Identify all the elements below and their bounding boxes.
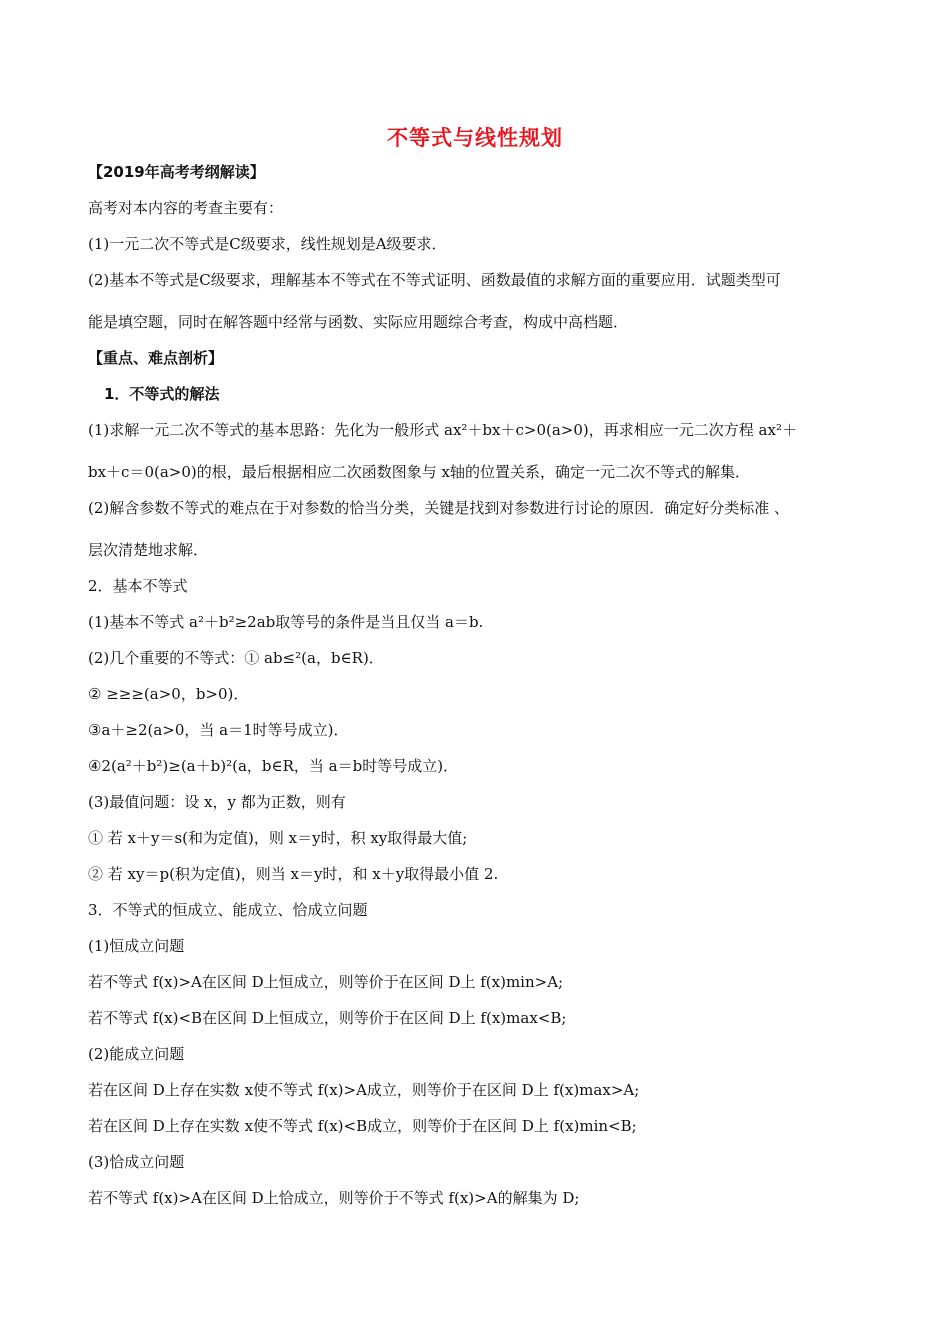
paragraph-line: 高考对本内容的考查主要有：: [88, 199, 284, 217]
paragraph-line: (1)恒成立问题: [88, 937, 185, 955]
paragraph-line: ④2(a²＋b²)≥(a＋b)²(a，b∈R，当 a＝b时等号成立)．: [88, 757, 459, 775]
paragraph-line: 若在区间 D上存在实数 x使不等式 f(x)<B成立，则等价于在区间 D上 f(x)min<B;: [88, 1117, 637, 1135]
paragraph-line: 若在区间 D上存在实数 x使不等式 f(x)>A成立，则等价于在区间 D上 f(x)max>A;: [88, 1081, 640, 1099]
subsection-heading: 1．不等式的解法: [104, 385, 220, 403]
paragraph-line: ② 若 xy＝p(积为定值)，则当 x＝y时，和 x＋y取得最小值 2.: [88, 865, 499, 883]
paragraph-line: 若不等式 f(x)>A在区间 D上恒成立，则等价于在区间 D上 f(x)min>A;: [88, 973, 564, 991]
paragraph-line: (1)一元二次不等式是C级要求，线性规划是A级要求．: [88, 235, 447, 253]
paragraph-line: 若不等式 f(x)<B在区间 D上恒成立，则等价于在区间 D上 f(x)max<B;: [88, 1009, 567, 1027]
paragraph-line: (2)基本不等式是C级要求，理解基本不等式在不等式证明、函数最值的求解方面的重要应用．试题类型可: [88, 271, 781, 289]
paragraph-line: (2)几个重要的不等式：① ab≤²(a，b∈R)．: [88, 649, 384, 667]
paragraph-line: 能是填空题，同时在解答题中经常与函数、实际应用题综合考查，构成中高档题．: [88, 313, 629, 331]
subsection-heading: 3．不等式的恒成立、能成立、恰成立问题: [88, 901, 368, 919]
paragraph-line: (3)恰成立问题: [88, 1153, 185, 1171]
paragraph-line: (2)解含参数不等式的难点在于对参数的恰当分类，关键是找到对参数进行讨论的原因．确定好分类标准 、: [88, 499, 790, 517]
paragraph-line: (1)基本不等式 a²＋b²≥2ab取等号的条件是当且仅当 a＝b.: [88, 613, 484, 631]
paragraph-line: 若不等式 f(x)>A在区间 D上恰成立，则等价于不等式 f(x)>A的解集为 D;: [88, 1189, 580, 1207]
paragraph-line: ① 若 x＋y＝s(和为定值)，则 x＝y时，积 xy取得最大值;: [88, 829, 468, 847]
page-title: 不等式与线性规划: [387, 126, 563, 150]
section-heading-syllabus: 【2019年高考考纲解读】: [88, 163, 265, 181]
paragraph-line: ② ≥≥≥(a>0，b>0)．: [88, 685, 249, 703]
section-heading-key-points: 【重点、难点剖析】: [88, 349, 224, 367]
paragraph-line: (2)能成立问题: [88, 1045, 185, 1063]
paragraph-line: bx＋c＝0(a>0)的根，最后根据相应二次函数图象与 x轴的位置关系，确定一元二次不等式的解集．: [88, 463, 750, 481]
paragraph-line: ③a＋≥2(a>0，当 a＝1时等号成立)．: [88, 721, 349, 739]
paragraph-line: 层次清楚地求解．: [88, 541, 209, 559]
subsection-heading: 2．基本不等式: [88, 577, 188, 595]
paragraph-line: (1)求解一元二次不等式的基本思路：先化为一般形式 ax²＋bx＋c>0(a>0)，再求相应一元二次方程 ax²＋: [88, 421, 797, 439]
paragraph-line: (3)最值问题：设 x，y 都为正数，则有: [88, 793, 346, 811]
